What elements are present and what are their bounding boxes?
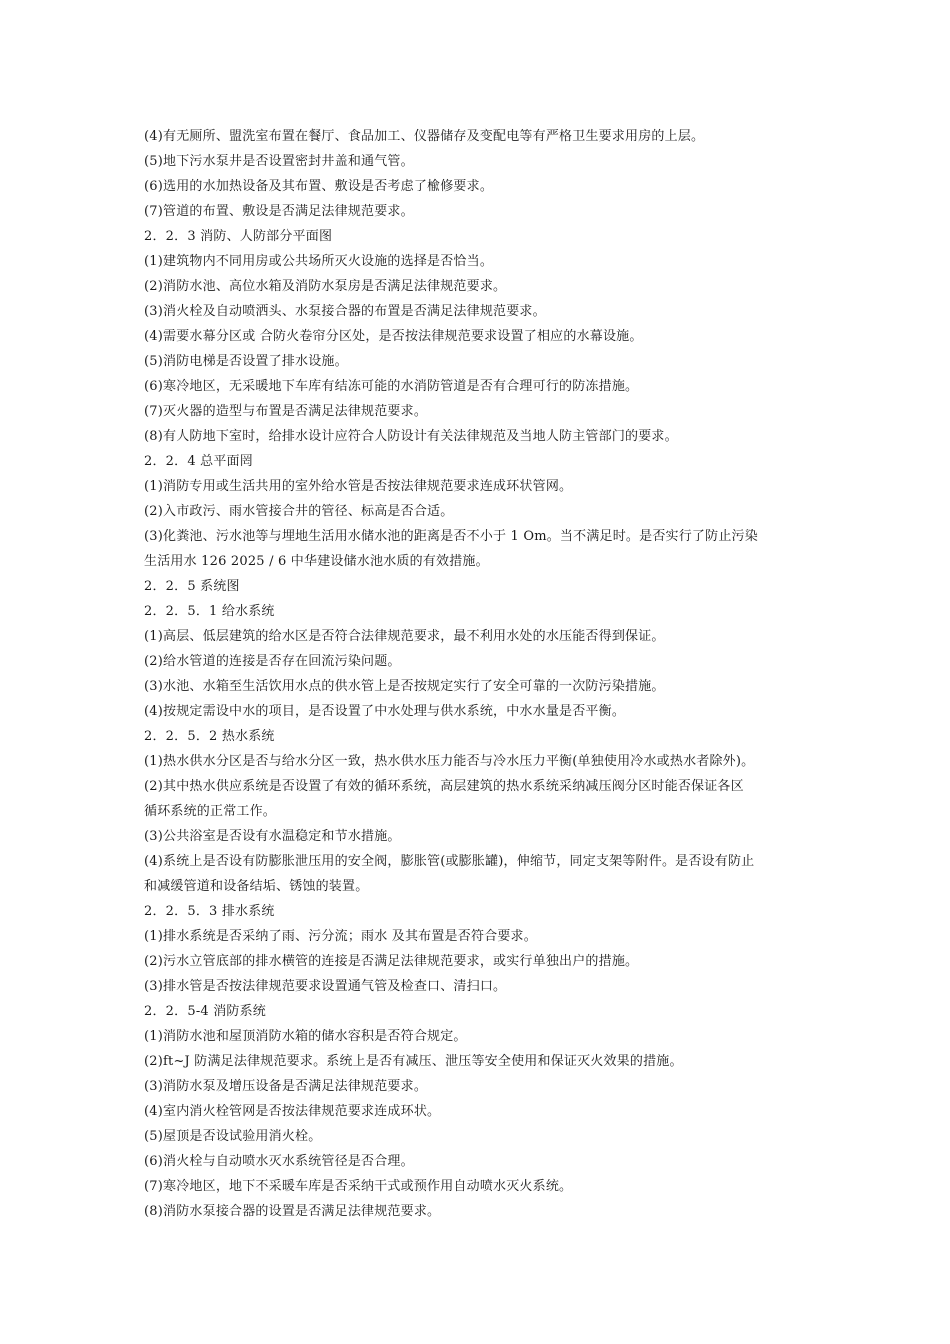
text-line: 循环系统的正常工作。 (144, 804, 277, 819)
text-line: (4)需要水幕分区或 合防火卷帘分区处，是否按法律规范要求设置了相应的水幕设施。 (144, 329, 643, 344)
text-line: (6)寒冷地区，无采暖地下车库有结冻可能的水消防管道是否有合理可行的防冻措施。 (144, 379, 639, 394)
text-line: (4)系统上是否设有防膨胀泄压用的安全阀，膨胀管(或膨胀罐)，伸缩节，同定支架等附件。是否设有防止 (144, 854, 755, 869)
text-line: (4)按规定需设中水的项目，是否设置了中水处理与供水系统，中水水量是否平衡。 (144, 704, 626, 719)
text-line: (2)消防水池、高位水箱及消防水泵房是否满足法律规范要求。 (144, 279, 507, 294)
text-line: 生活用水 126 2025 / 6 中华建设储水池水质的有效措施。 (144, 554, 489, 569)
section-heading: 2．2．5 系统图 (144, 579, 240, 594)
text-line: (2)入市政污、雨水管接合井的管径、标高是否合适。 (144, 504, 454, 519)
text-line: (1)排水系统是否采纳了雨、污分流；雨水 及其布置是否符合要求。 (144, 929, 537, 944)
text-line: (3)消火栓及自动喷洒头、水泵接合器的布置是否满足法律规范要求。 (144, 304, 546, 319)
text-line: (3)水池、水箱至生活饮用水点的供水管上是否按规定实行了安全可靠的一次防污染措施。 (144, 679, 665, 694)
text-line: (1)建筑物内不同用房或公共场所灭火设施的选择是否恰当。 (144, 254, 494, 269)
document-body (144, 124, 814, 1224)
text-line: (3)排水管是否按法律规范要求设置通气管及检查口、清扫口。 (144, 979, 507, 994)
text-line: 和减缓管道和设备结垢、锈蚀的装置。 (144, 879, 369, 894)
text-line: (5)消防电梯是否设置了排水设施。 (144, 354, 348, 369)
text-line: (3)消防水泵及增压设备是否满足法律规范要求。 (144, 1079, 428, 1094)
section-heading: 2．2．5．1 给水系统 (144, 604, 275, 619)
text-line: (3)公共浴室是否设有水温稳定和节水措施。 (144, 829, 401, 844)
text-line: (7)灭火器的造型与布置是否满足法律规范要求。 (144, 404, 428, 419)
text-line: (2)给水管道的连接是否存在回流污染问题。 (144, 654, 401, 669)
section-heading: 2．2．5-4 消防系统 (144, 1004, 267, 1019)
text-line: (1)高层、低层建筑的给水区是否符合法律规范要求，最不利用水处的水压能否得到保证。 (144, 629, 665, 644)
text-line: (6)选用的水加热设备及其布置、敷设是否考虑了楡修要求。 (144, 179, 494, 194)
section-heading: 2．2．5．3 排水系统 (144, 904, 275, 919)
text-line: (6)消火栓与自动喷水灭水系统管径是否合理。 (144, 1154, 414, 1169)
text-line: (4)室内消火栓管网是否按法律规范要求连成环状。 (144, 1104, 441, 1119)
text-line: (3)化粪池、污水池等与埋地生活用水储水池的距离是否不小于 1 Om。当不满足时。是否实行了防止污染 (144, 529, 758, 544)
text-line: (1)热水供水分区是否与给水分区一致，热水供水压力能否与冷水压力平衡(单独使用冷水或热水者除外)。 (144, 754, 755, 769)
text-line: (4)有无厕所、盟洗室布置在餐厅、食品加工、仪器储存及变配电等有严格卫生要求用房的上层。 (144, 129, 705, 144)
text-line: (7)管道的布置、敷设是否满足法律规范要求。 (144, 204, 414, 219)
text-line: (8)有人防地下室时，给排水设计应符合人防设计有关法律规范及当地人防主管部门的要求。 (144, 429, 678, 444)
text-line: (1)消防水池和屋顶消防水箱的储水容积是否符合规定。 (144, 1029, 467, 1044)
section-heading: 2．2．3 消防、人防部分平面图 (144, 229, 333, 244)
text-line: (5)地下污水泵井是否设置密封井盖和通气管。 (144, 154, 414, 169)
text-line: (8)消防水泵接合器的设置是否满足法律规范要求。 (144, 1204, 441, 1219)
section-heading: 2．2．5．2 热水系统 (144, 729, 275, 744)
text-line: (5)屋顶是否设试验用消火栓。 (144, 1129, 322, 1144)
text-line: (2)其中热水供应系统是否设置了有效的循环系统，高层建筑的热水系统采纳减压阀分区时能否保证各区 (144, 779, 744, 794)
text-line: (2)ft~J 防满足法律规范要求。系统上是否有减压、泄压等安全使用和保证灭火效果的措施。 (144, 1054, 683, 1069)
section-heading: 2．2．4 总平面罔 (144, 454, 253, 469)
text-line: (7)寒冷地区，地下不采暖车库是否采纳干式或预作用自动喷水灭火系统。 (144, 1179, 573, 1194)
text-line: (2)污水立管底部的排水横管的连接是否满足法律规范要求，或实行单独出户的措施。 (144, 954, 639, 969)
text-line: (1)消防专用或生活共用的室外给水管是否按法律规范要求连成环状管网。 (144, 479, 573, 494)
